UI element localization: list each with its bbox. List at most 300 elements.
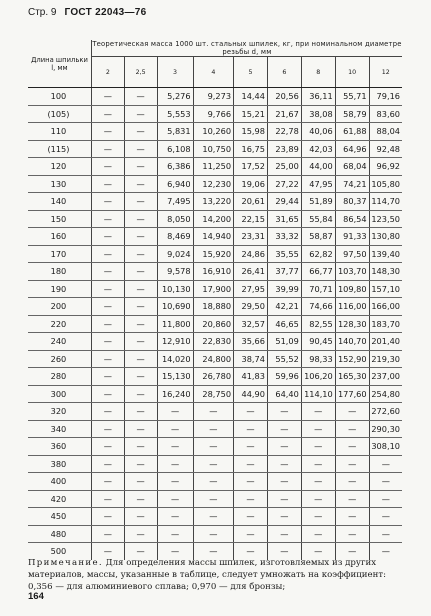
mass-cell: 28,750 [193,385,233,403]
mass-cell: 13,220 [193,193,233,211]
mass-cell: — [124,543,157,560]
mass-cell: — [369,490,402,508]
mass-cell: 6,386 [157,158,193,176]
length-cell: 180 [28,263,91,281]
mass-cell: 44,90 [234,385,268,403]
mass-cell: — [335,543,369,560]
length-cell: 300 [28,385,91,403]
mass-cell: — [369,543,402,560]
mass-cell: 114,10 [301,385,335,403]
mass-cell: 17,900 [193,280,233,298]
mass-cell: 308,10 [369,438,402,456]
mass-cell: 22,830 [193,333,233,351]
mass-cell: — [91,350,124,368]
mass-cell: — [124,420,157,438]
length-cell: 480 [28,525,91,543]
mass-cell: 16,910 [193,263,233,281]
length-cell: 150 [28,210,91,228]
table-row [28,315,402,333]
mass-cell: — [157,473,193,491]
diameter-header: 3 [157,57,193,88]
diameter-header: 6 [267,57,301,88]
table-row [28,403,402,421]
mass-cell: — [157,508,193,526]
mass-cell: — [369,455,402,473]
table-row [28,368,402,386]
mass-cell: 105,80 [369,175,402,193]
mass-cell: — [91,403,124,421]
mass-cell: — [124,123,157,141]
mass-cell: — [267,508,301,526]
mass-cell: — [193,455,233,473]
diameter-header: 10 [335,57,369,88]
mass-cell: 237,00 [369,368,402,386]
mass-cell: 74,66 [301,298,335,316]
mass-cell: 10,130 [157,280,193,298]
mass-group-header: Теоретическая масса 1000 шт. стальных шпилек, кг, при номинальном диаметре резьбы d, мм [92,40,402,56]
table-row [28,280,402,298]
mass-cell: — [124,403,157,421]
mass-cell: 51,09 [267,333,301,351]
mass-cell: 123,50 [369,210,402,228]
mass-cell: — [91,368,124,386]
diameter-header: 12 [369,57,402,88]
mass-cell: 20,860 [193,315,233,333]
mass-cell: — [124,350,157,368]
mass-cell: — [335,420,369,438]
length-cell: 190 [28,280,91,298]
mass-cell: 47,95 [301,175,335,193]
mass-cell: — [91,473,124,491]
mass-cell: — [193,403,233,421]
mass-cell: 24,800 [193,350,233,368]
table-row [28,438,402,456]
mass-cell: 74,21 [335,175,369,193]
mass-cell: — [124,263,157,281]
mass-cell: — [335,438,369,456]
mass-cell: 10,260 [193,123,233,141]
footnote-title: Примечание. [28,558,103,568]
mass-cell: — [267,438,301,456]
mass-cell: — [124,88,157,106]
mass-cell: — [91,333,124,351]
table-row [28,228,402,246]
diameter-header: 2,5 [124,57,157,88]
mass-cell: — [335,525,369,543]
table-row [28,508,402,526]
mass-cell: — [91,245,124,263]
mass-cell: 25,00 [267,158,301,176]
mass-cell: 59,96 [267,368,301,386]
mass-cell: — [124,455,157,473]
mass-cell: 88,04 [369,123,402,141]
mass-cell: — [91,508,124,526]
mass-cell: 17,52 [234,158,268,176]
mass-cell: 14,44 [234,88,268,106]
mass-cell: 130,80 [369,228,402,246]
mass-cell: — [301,455,335,473]
mass-cell: 157,10 [369,280,402,298]
mass-cell: — [91,140,124,158]
mass-cell: 64,40 [267,385,301,403]
mass-cell: — [335,490,369,508]
mass-cell: 290,30 [369,420,402,438]
mass-cell: 24,86 [234,245,268,263]
page-label: Стр. 9 [28,7,57,18]
mass-cell: — [335,403,369,421]
diameter-header: 5 [234,57,268,88]
mass-cell: — [234,473,268,491]
length-cell: 280 [28,368,91,386]
mass-cell: — [369,525,402,543]
mass-cell: — [91,315,124,333]
mass-cell: 106,20 [301,368,335,386]
page-number: 164 [28,591,44,602]
mass-cell: — [124,473,157,491]
mass-cell: 44,00 [301,158,335,176]
mass-cell: 92,48 [369,140,402,158]
mass-cell: — [335,455,369,473]
mass-cell: 91,33 [335,228,369,246]
length-cell: 450 [28,508,91,526]
mass-cell: — [91,175,124,193]
mass-cell: — [124,140,157,158]
mass-cell: — [193,473,233,491]
table-row [28,350,402,368]
mass-cell: 9,273 [193,88,233,106]
mass-cell: — [267,420,301,438]
mass-cell: 96,92 [369,158,402,176]
mass-cell: — [301,473,335,491]
mass-cell: 128,30 [335,315,369,333]
mass-cell: 42,21 [267,298,301,316]
length-cell: 130 [28,175,91,193]
length-cell: 220 [28,315,91,333]
mass-cell: 7,495 [157,193,193,211]
mass-cell: 109,80 [335,280,369,298]
mass-cell: — [91,123,124,141]
mass-cell: 58,87 [301,228,335,246]
mass-cell: — [91,455,124,473]
mass-cell: — [157,420,193,438]
mass-cell: 97,50 [335,245,369,263]
mass-cell: — [301,438,335,456]
mass-cell: 37,77 [267,263,301,281]
mass-cell: 64,96 [335,140,369,158]
mass-cell: — [301,403,335,421]
mass-cell: 31,65 [267,210,301,228]
mass-cell: 14,020 [157,350,193,368]
mass-cell: — [124,280,157,298]
mass-cell: 14,200 [193,210,233,228]
table-row [28,210,402,228]
mass-cell: — [124,438,157,456]
mass-cell: 9,024 [157,245,193,263]
mass-cell: 14,940 [193,228,233,246]
mass-cell: 15,21 [234,105,268,123]
diameter-header: 2 [91,57,124,88]
table-body [28,88,402,560]
mass-cell: 62,82 [301,245,335,263]
mass-cell: — [91,228,124,246]
length-cell: 140 [28,193,91,211]
mass-cell: 58,79 [335,105,369,123]
mass-cell: — [91,263,124,281]
table-row [28,158,402,176]
mass-cell: 15,130 [157,368,193,386]
mass-cell: — [234,403,268,421]
length-cell: 170 [28,245,91,263]
mass-cell: — [267,403,301,421]
mass-cell: 8,050 [157,210,193,228]
mass-cell: — [124,210,157,228]
mass-cell: 20,61 [234,193,268,211]
table-row [28,245,402,263]
mass-cell: 201,40 [369,333,402,351]
mass-cell: — [91,420,124,438]
mass-cell: — [335,508,369,526]
mass-cell: — [193,438,233,456]
length-cell: 400 [28,473,91,491]
table-row [28,385,402,403]
mass-cell: — [267,543,301,560]
mass-cell: — [234,543,268,560]
page-header [28,7,147,18]
mass-cell: 35,55 [267,245,301,263]
mass-cell: 82,55 [301,315,335,333]
mass-cell: — [124,105,157,123]
mass-cell: — [124,245,157,263]
footnote [28,557,408,593]
mass-cell: 40,06 [301,123,335,141]
footnote-text: Для определения массы шпилек, изготовляемых из других материалов, массы, указанные в таблице, следует умножать на коэффициент: 0,356 — для алюминиевого сплава; 0,970 — для бронзы; [28,558,386,592]
mass-cell: — [91,280,124,298]
diameter-header: 4 [193,57,233,88]
mass-cell: 152,90 [335,350,369,368]
table-row [28,140,402,158]
mass-cell: 11,800 [157,315,193,333]
table-row [28,175,402,193]
mass-cell: — [301,543,335,560]
mass-cell: 12,230 [193,175,233,193]
mass-cell: 39,99 [267,280,301,298]
mass-cell: 55,52 [267,350,301,368]
mass-cell: 10,750 [193,140,233,158]
mass-cell: 219,30 [369,350,402,368]
mass-cell: 27,95 [234,280,268,298]
mass-cell: — [157,403,193,421]
mass-cell: 83,60 [369,105,402,123]
length-cell: 500 [50,546,67,557]
mass-cell: 20,56 [267,88,301,106]
mass-cell: — [124,228,157,246]
mass-cell: 90,45 [301,333,335,351]
mass-cell: — [157,490,193,508]
mass-cell: — [91,525,124,543]
mass-cell: — [335,473,369,491]
mass-cell: 80,37 [335,193,369,211]
table-row [28,123,402,141]
table-row [28,525,402,543]
mass-cell: 165,30 [335,368,369,386]
mass-cell: — [91,490,124,508]
mass-cell: 36,11 [301,88,335,106]
length-cell: 240 [28,333,91,351]
length-cell: 200 [28,298,91,316]
mass-cell: 35,66 [234,333,268,351]
mass-cell: 148,30 [369,263,402,281]
length-cell: 380 [28,455,91,473]
table-row [28,473,402,491]
mass-cell: 29,44 [267,193,301,211]
mass-cell: 140,70 [335,333,369,351]
mass-cell: 66,77 [301,263,335,281]
mass-cell: 22,78 [267,123,301,141]
mass-cell: 9,578 [157,263,193,281]
length-cell: 100 [28,88,91,106]
mass-cell: 15,98 [234,123,268,141]
mass-cell: 29,50 [234,298,268,316]
mass-cell: — [124,175,157,193]
mass-cell: — [157,455,193,473]
mass-cell: — [369,473,402,491]
mass-cell: — [157,438,193,456]
mass-cell: — [91,88,124,106]
mass-cell: — [157,525,193,543]
mass-cell: — [124,298,157,316]
mass-cell: 70,71 [301,280,335,298]
mass-cell: 51,89 [301,193,335,211]
mass-cell: — [91,385,124,403]
length-cell: 110 [28,123,91,141]
mass-cell: 6,940 [157,175,193,193]
mass-cell: 116,00 [335,298,369,316]
mass-cell: — [301,490,335,508]
length-cell: 260 [28,350,91,368]
mass-cell: — [124,333,157,351]
mass-cell: 5,276 [157,88,193,106]
mass-cell: — [91,543,124,560]
mass-cell: 26,41 [234,263,268,281]
mass-cell: 61,88 [335,123,369,141]
mass-cell: 21,67 [267,105,301,123]
mass-cell: — [193,490,233,508]
mass-cell: 55,71 [335,88,369,106]
length-cell: 340 [28,420,91,438]
mass-cell: 139,40 [369,245,402,263]
mass-cell: — [91,193,124,211]
mass-cell: 12,910 [157,333,193,351]
mass-cell: 254,80 [369,385,402,403]
mass-cell: 33,32 [267,228,301,246]
mass-cell: — [234,490,268,508]
mass-cell: 103,70 [335,263,369,281]
mass-cell: — [301,525,335,543]
mass-cell: 86,54 [335,210,369,228]
mass-cell: 98,33 [301,350,335,368]
mass-cell: 5,831 [157,123,193,141]
length-cell: 360 [28,438,91,456]
table-row [28,333,402,351]
mass-cell: — [91,298,124,316]
table-row [28,298,402,316]
mass-cell: — [193,508,233,526]
mass-cell: — [267,525,301,543]
mass-cell: — [234,420,268,438]
mass-cell: — [124,508,157,526]
mass-table [28,40,402,560]
mass-cell: 6,108 [157,140,193,158]
mass-cell: 38,74 [234,350,268,368]
mass-cell: 16,240 [157,385,193,403]
mass-cell: — [124,525,157,543]
length-cell: 120 [28,158,91,176]
diameter-header: 8 [301,57,335,88]
length-cell: (115) [28,140,91,158]
mass-cell: 55,84 [301,210,335,228]
mass-cell: 8,469 [157,228,193,246]
table-row [28,193,402,211]
mass-cell: — [124,490,157,508]
mass-cell: — [193,525,233,543]
mass-cell: — [124,368,157,386]
mass-cell: 46,65 [267,315,301,333]
mass-cell: — [91,158,124,176]
mass-cell: — [267,455,301,473]
mass-cell: — [124,385,157,403]
standard-code: ГОСТ 22043—76 [64,7,147,18]
mass-cell: 19,06 [234,175,268,193]
mass-cell: — [91,210,124,228]
mass-cell: — [91,105,124,123]
mass-cell: — [193,420,233,438]
mass-cell: 114,70 [369,193,402,211]
mass-cell: — [234,455,268,473]
mass-cell: 79,16 [369,88,402,106]
mass-cell: — [301,420,335,438]
mass-cell: 23,31 [234,228,268,246]
mass-cell: 38,08 [301,105,335,123]
table-row [28,455,402,473]
length-cell: 420 [28,490,91,508]
mass-cell: 177,60 [335,385,369,403]
length-cell: 160 [28,228,91,246]
table-row [28,105,402,123]
mass-cell: — [157,543,193,560]
mass-cell: 18,880 [193,298,233,316]
mass-cell: 26,780 [193,368,233,386]
mass-cell: 68,04 [335,158,369,176]
mass-cell: — [91,438,124,456]
mass-cell: 41,83 [234,368,268,386]
table-row [28,490,402,508]
length-column-header: Длина шпильки l, мм [28,40,91,88]
mass-cell: — [234,508,268,526]
mass-cell: 10,690 [157,298,193,316]
length-cell: (105) [28,105,91,123]
mass-cell: — [267,490,301,508]
mass-cell: — [124,193,157,211]
mass-cell: 183,70 [369,315,402,333]
mass-cell: — [234,438,268,456]
mass-cell: 272,60 [369,403,402,421]
table-row [28,263,402,281]
mass-cell: 5,553 [157,105,193,123]
mass-cell: — [301,508,335,526]
length-cell: 320 [28,403,91,421]
mass-cell: 32,57 [234,315,268,333]
mass-cell: 42,03 [301,140,335,158]
